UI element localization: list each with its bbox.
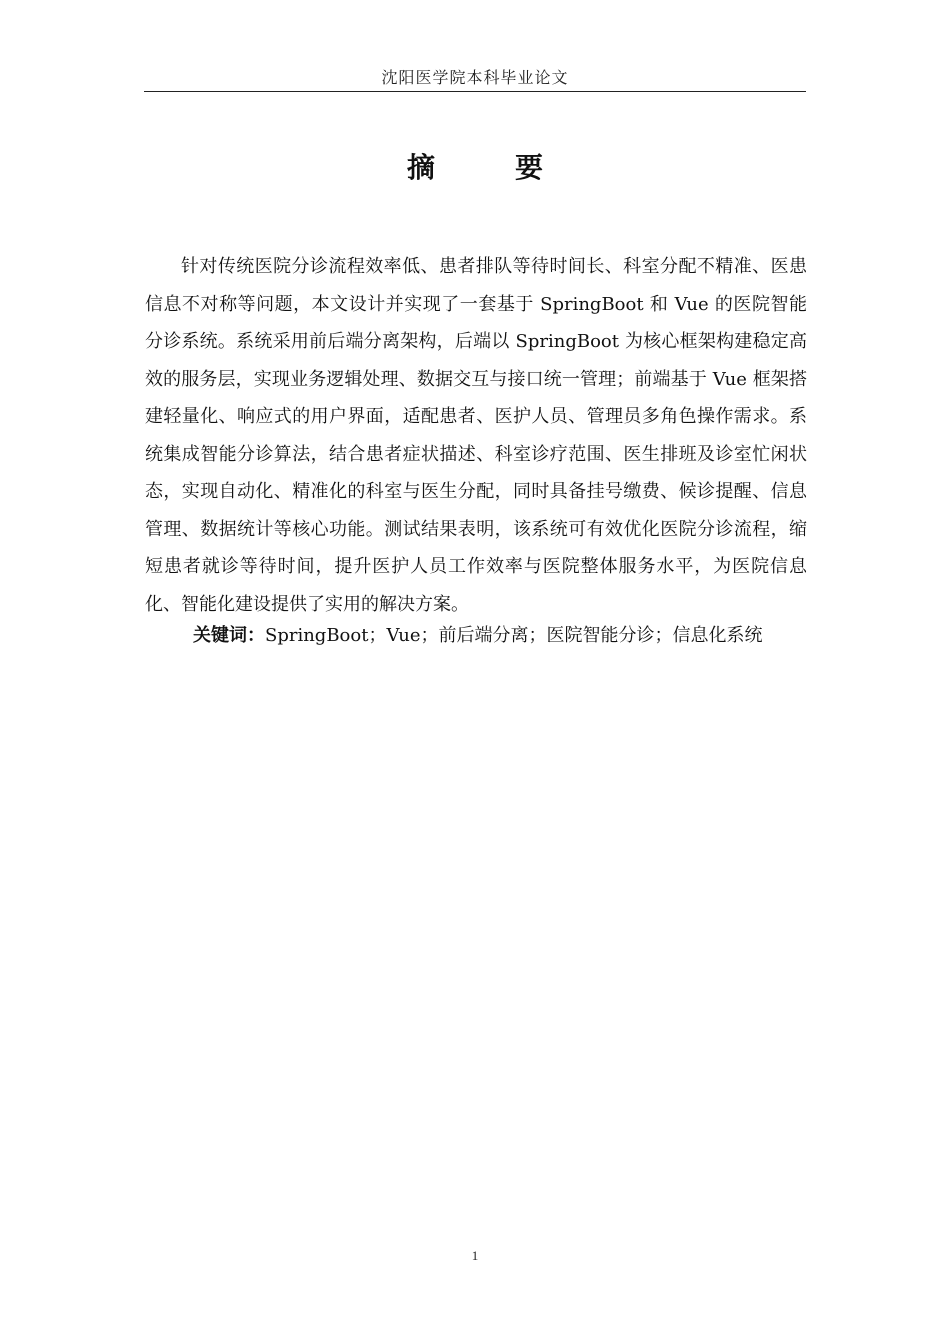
abstract-paragraph: 针对传统医院分诊流程效率低、患者排队等待时间长、科室分配不精准、医患信息不对称等问题，本文设计并实现了一套基于 SpringBoot 和 Vue 的医院智能分诊系统。系统采用前后端分离架构，后端以 SpringBoot 为核心框架构建稳定高效的服务层，实现业务逻辑处理、数据交互与接口统一管理；前端基于 Vue 框架搭建轻量化、响应式的用户界面，适配患者、医护人员、管理员多角色操作需求。系统集成智能分诊算法，结合患者症状描述、科室诊疗范围、医生排班及诊室忙闲状态，实现自动化、精准化的科室与医生分配，同时具备挂号缴费、候诊提醒、信息管理、数据统计等核心功能。测试结果表明，该系统可有效优化医院分诊流程，缩短患者就诊等待时间，提升医护人员工作效率与医院整体服务水平，为医院信息化、智能化建设提供了实用的解决方案。 [145,256,807,615]
running-header: 沈阳医学院本科毕业论文 [381,68,569,87]
keywords-text: SpringBoot；Vue；前后端分离；医院智能分诊；信息化系统 [265,625,763,646]
keywords-label: 关键词： [193,625,265,646]
abstract-title: 摘 要 [406,151,569,184]
keywords-line [145,617,807,655]
header-divider [144,91,806,92]
page-number: 1 [471,1248,479,1263]
